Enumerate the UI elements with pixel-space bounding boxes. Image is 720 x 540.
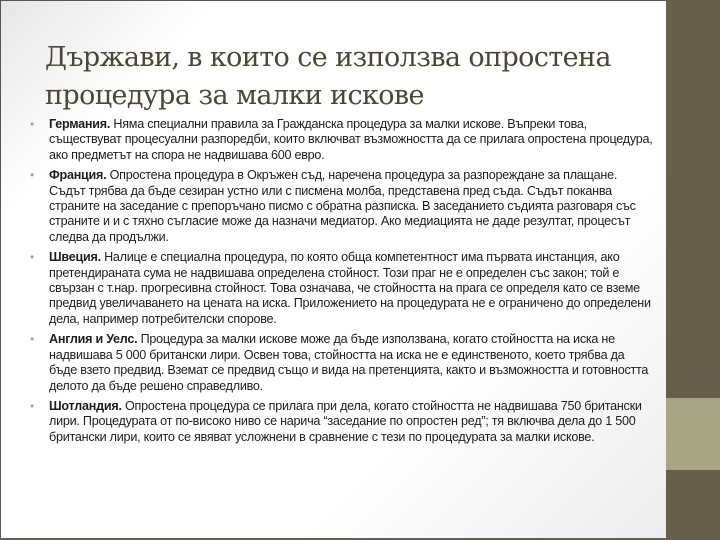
bullet-icon: • [30,250,34,265]
bullet-text: Няма специални правила за Гражданска процедура за малки искове. Въпреки това, съществуват процесуални разпоредби, които включват възможността да се прилага опростена процедура, ако предметът на спора не надвишава 600 евро. [49,117,653,162]
list-item-england-wales [27,332,655,394]
bullet-label: Шотландия. [49,398,122,413]
bullet-label: Франция. [49,168,107,183]
list-item-scotland [27,399,655,445]
bullet-icon: • [30,117,34,131]
bullet-icon: • [30,398,34,413]
bullet-label: Англия и Уелс. [49,332,138,347]
bullet-icon: • [30,332,34,347]
list-item-germany [27,117,655,163]
slide-title: Държави, в които се използва опростена процедура за малки искове [45,42,611,111]
bullet-text: Налице е специална процедура, по която обща компетентност има първата инстанция, ако претендираната сума не надвишава определена стойност. Този праг не е определен със закон; той е свързан с т.нар. прогресивна стойност. Това означава, че стойността на прага се определя като се вземе предвид увеличаването на цената на иска. Приложението на процедурата не е ограничено до определени дела, например потребителски спорове. [49,250,651,326]
bullet-label: Германия. [49,117,111,131]
bullet-text: Опростена процедура в Окръжен съд, наречена процедура за разпореждане за плащане. Съдът трябва да бъде сезиран устно или с писмена молба, представена пред съда. Съдът поканва страните на заседание с препоръчано писмо с обратна разписка. В заседанието съдията разговаря със страните и и с тяхно съгласие може да назначи медиатор. Ако медиацията не даде резултат, процесът следва да продължи. [49,168,636,244]
bullet-list [27,117,655,450]
bullet-text: Опростена процедура се прилага при дела, когато стойността не надвишава 750 британски лири. Процедурата от по-високо ниво се нарича “заседание по опростен ред”; тя включва дела до 1 500 британски лири, които се явяват усложнени в сравнение с тези по процедурата за малки искове. [49,398,642,444]
list-item-france [27,168,655,245]
list-item-sweden [27,250,655,327]
bullet-icon: • [30,168,34,183]
decorative-band [666,398,720,470]
bullet-text: Процедура за малки искове може да бъде използвана, когато стойността на иска не надвишава 5 000 британски лири. Освен това, стойността на иска не е единственото, което трябва да бъде взето предвид. Вземат се предвид също и вида на претенцията, както и възможността и готовността делото да бъде решено справедливо. [49,332,649,393]
bullet-label: Швеция. [49,250,101,265]
